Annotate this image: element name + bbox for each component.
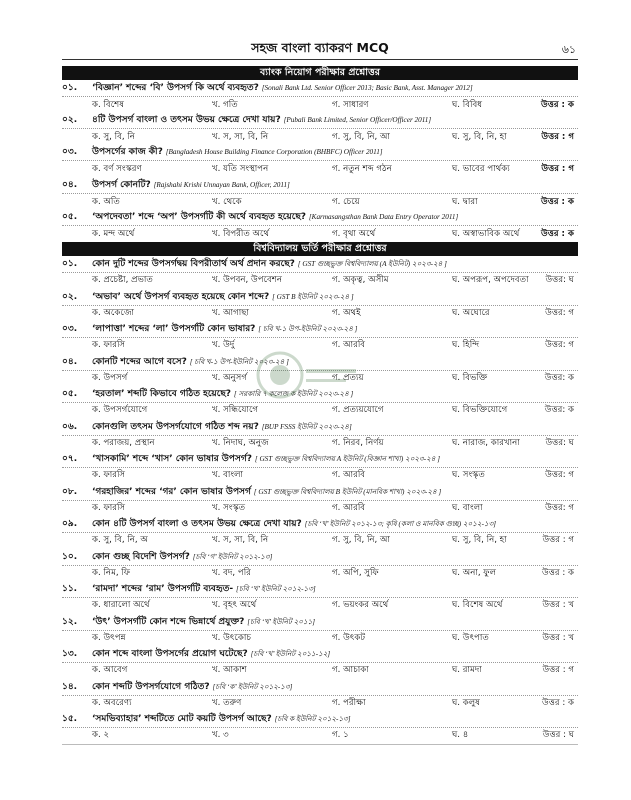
options-line — [62, 728, 578, 743]
question-source: [চবি ‘গ’ ইউনিট ২০১২-১৩] — [192, 552, 273, 561]
option-2: খ. থেকে — [212, 196, 242, 207]
answer-label: উত্তর: গ — [545, 340, 574, 351]
question-number: ১১. — [62, 584, 78, 594]
question-number: ০৩. — [62, 324, 78, 334]
option-3: গ. নতুন শব্দ গঠন — [332, 164, 392, 175]
question-number: ১৩. — [62, 649, 78, 659]
answer-label: উত্তর : ক — [542, 567, 574, 578]
option-2: খ. সংস্কৃত — [212, 502, 246, 513]
question-source: [চবি ‘খ’ ইউনিট ২০১১] — [247, 617, 316, 626]
option-1: ক. আবেগ — [92, 665, 128, 676]
question-number: ০২. — [62, 291, 78, 302]
question-text-wrap — [92, 517, 496, 532]
option-2: খ. উপবন, উপবেশন — [212, 275, 282, 286]
question-text-wrap — [92, 452, 440, 467]
question-text: কোন গুচ্ছ বিদেশি উপসর্গ? — [92, 551, 190, 562]
option-2: খ. আকাশ — [212, 665, 247, 676]
options-line — [62, 533, 578, 548]
question-text: ‘অভাব’ অর্থে উপসর্গ ব্যবহৃত হয়েছে কোন শব্দে? — [92, 291, 270, 302]
answer-label: উত্তর : ক — [541, 196, 574, 207]
question-text: কোন ৪টি উপসর্গ বাংলা ও তৎসম উভয় ক্ষেত্রে দেখা যায়? — [92, 519, 302, 529]
question-text-wrap — [92, 112, 431, 128]
answer-label: উত্তর: গ — [545, 307, 574, 318]
option-3: গ. অকৃত্ব, অসীম — [332, 275, 389, 286]
option-1: ক. নিম, ফি — [92, 567, 131, 578]
question-number: ০৪. — [62, 179, 78, 190]
option-4: ঘ. অস্বাভাবিক অর্থে — [452, 228, 520, 239]
question-item — [62, 550, 578, 582]
question-text: ‘উৎ’ উপসর্গটি কোন শব্দে ভিন্নার্থে প্রযুক্ত? — [92, 616, 245, 627]
answer-label: উত্তর : ঘ — [542, 730, 574, 741]
option-4: ঘ. ভাবের পার্থক্য — [452, 164, 510, 175]
options-line — [62, 129, 578, 145]
option-3: গ. নিরব, নির্ণয় — [332, 437, 384, 448]
question-item — [62, 144, 578, 177]
question-text-wrap — [92, 420, 352, 435]
question-line — [62, 712, 578, 728]
question-text-wrap — [92, 290, 354, 305]
question-text-wrap — [92, 615, 315, 630]
question-item — [62, 290, 578, 322]
question-line — [62, 80, 578, 97]
option-1: ক. পরাজয়, প্রস্থান — [92, 437, 155, 448]
question-number: ১২. — [62, 616, 78, 627]
question-item — [62, 112, 578, 145]
option-3: গ. আরবি — [332, 502, 366, 513]
option-1: ক. বিশেষ — [92, 100, 124, 110]
option-1: ক. অবরেণ্য — [92, 697, 132, 708]
question-item — [62, 420, 578, 452]
option-3: গ. ১ — [332, 730, 349, 741]
option-3: গ. অথই — [332, 307, 361, 318]
question-number: ০১. — [62, 83, 78, 93]
options-line — [62, 194, 578, 210]
option-3: গ. আরবি — [332, 470, 366, 481]
option-2: খ. তরুণ — [212, 697, 242, 708]
question-text: ‘খাসকামি’ শব্দে ‘খাস’ কোন ভাষার উপসর্গ? — [92, 454, 252, 464]
options-line — [62, 161, 578, 177]
option-4: ঘ. ৪ — [452, 730, 469, 741]
option-2: খ. উর্দু — [212, 340, 235, 351]
option-4: ঘ. নারাজ, কারখানা — [452, 437, 520, 448]
question-text: কোনটি শব্দের আগে বসে? — [92, 356, 187, 367]
option-1: ক. সু, বি, নি — [92, 132, 135, 143]
answer-label: উত্তর: ঘ — [545, 437, 574, 448]
question-item — [62, 485, 578, 517]
option-2: খ. বৃহৎ অর্থে — [212, 600, 257, 611]
question-source: [ চবি খ-১ উপ-ইউনিট ২০২৩-২৪ ] — [189, 357, 289, 366]
question-item — [62, 582, 578, 614]
question-text-wrap — [92, 257, 447, 272]
question-source: [চবি ‘খ’ ইউনিট ২০১১-১২] — [250, 650, 331, 658]
option-1: ক. প্রচেষ্টা, প্রভাত — [92, 275, 153, 286]
question-text-wrap — [92, 550, 272, 565]
question-source: [Pubali Bank Limited, Senior Officer/Officer 2011] — [283, 116, 432, 125]
options-line — [62, 631, 578, 646]
question-number: ০৫. — [62, 389, 78, 399]
option-4: ঘ. রামদা — [452, 665, 482, 676]
page-number: ৬১ — [561, 43, 576, 56]
option-2: খ. স, সা, বি, নি — [212, 535, 269, 546]
question-number: ০৬. — [62, 421, 78, 432]
option-4: ঘ. উৎপাত — [452, 632, 489, 643]
option-2: খ. সন্ধিযোগে — [212, 405, 259, 416]
option-1: ক. উৎপন্ন — [92, 632, 126, 643]
question-text: কোন শব্দে বাংলা উপসর্গের প্রয়োগ ঘটেছে? — [92, 649, 248, 659]
options-line — [62, 598, 578, 613]
option-4: ঘ. বিভক্তি — [452, 372, 488, 383]
question-text-wrap — [92, 144, 383, 160]
option-1: ক. বর্ণ সংস্করণ — [92, 164, 142, 175]
option-4: ঘ. কলুষ — [452, 697, 480, 708]
options-line — [62, 226, 578, 242]
question-text-wrap — [92, 712, 351, 727]
option-3: গ. অপি, সুফি — [332, 567, 379, 578]
question-source: [ সরকারি ৭ কলেজ ক ইউনিট ২০২৩-২৪ ] — [233, 390, 354, 398]
answer-label: উত্তর : গ — [542, 535, 574, 546]
options-line — [62, 663, 578, 678]
option-4: ঘ. বাংলা — [452, 502, 483, 513]
question-item — [62, 517, 578, 549]
question-item — [62, 615, 578, 647]
answer-label: উত্তর: গ — [545, 502, 574, 513]
option-2: খ. বিপরীত অর্থে — [212, 228, 270, 239]
options-line — [62, 436, 578, 451]
question-line — [62, 582, 578, 598]
question-text-wrap — [92, 647, 330, 662]
question-text: কোনগুলি তৎসম উপসর্গযোগে গঠিত শব্দ নয়? — [92, 421, 259, 432]
question-text-wrap — [92, 80, 473, 96]
question-text-wrap — [92, 177, 290, 193]
question-source: [ GST B ইউনিট ২০২৩-২৪ ] — [272, 292, 354, 301]
question-line — [62, 452, 578, 468]
option-2: খ. বদ, পরি — [212, 567, 251, 578]
publisher-watermark — [240, 335, 360, 415]
options-line — [62, 468, 578, 483]
options-line — [62, 696, 578, 711]
option-4: ঘ. অঘোরে — [452, 307, 490, 318]
footer-divider — [62, 744, 578, 745]
options-line — [62, 97, 578, 113]
question-line — [62, 209, 578, 226]
question-number: ০৪. — [62, 356, 78, 367]
question-line — [62, 112, 578, 129]
options-line — [62, 501, 578, 516]
question-item — [62, 712, 578, 744]
question-item — [62, 257, 578, 289]
answer-label: উত্তর : খ — [542, 600, 574, 611]
question-text: ‘রামদা’ শব্দের ‘রাম’ উপসর্গটি ব্যবহৃত- — [92, 584, 234, 594]
option-1: ক. ধারালো অর্থে — [92, 600, 150, 611]
option-3: গ. প্রত্যয়যোগে — [332, 405, 384, 416]
question-line — [62, 257, 578, 273]
answer-label: উত্তর : গ — [541, 132, 574, 143]
question-text: ‘অপদেবতা’ শব্দে ‘অপ’ উপসর্গটি কী অর্থে ব্যবহৃত হয়েছে? — [92, 211, 306, 222]
option-4: ঘ. সংস্কৃত — [452, 470, 485, 481]
question-text: কোন শব্দটি উপসর্গযোগে গঠিত? — [92, 681, 210, 692]
option-1: ক. ২ — [92, 730, 110, 741]
question-item — [62, 647, 578, 679]
option-3: গ. বৃথা অর্থে — [332, 228, 376, 239]
question-number: ০১. — [62, 259, 78, 269]
question-line — [62, 680, 578, 696]
option-3: গ. সাধারণ — [332, 100, 369, 110]
option-4: ঘ. সু, বি, নি, হা — [452, 535, 507, 546]
question-line — [62, 647, 578, 663]
question-item — [62, 680, 578, 712]
question-text: উপসর্গ কোনটি? — [92, 179, 151, 190]
option-3: গ. পরীক্ষা — [332, 697, 366, 708]
option-3: গ. আচাকা — [332, 665, 369, 676]
question-text-wrap — [92, 485, 441, 500]
answer-label: উত্তর : ক — [541, 100, 574, 110]
question-text-wrap — [92, 209, 458, 225]
answer-label: উত্তর: ঘ — [545, 275, 574, 286]
answer-label: উত্তর: ক — [544, 405, 574, 416]
question-line — [62, 550, 578, 566]
option-3: গ. চেয়ে — [332, 196, 360, 207]
question-source: [চবি ‘খ’ ইউনিট ২০১২-১৩] — [236, 585, 316, 593]
question-number: ০৩. — [62, 147, 78, 158]
question-number: ০৮. — [62, 486, 78, 497]
question-number: ১০. — [62, 551, 78, 562]
question-text: ‘গরহাজির’ শব্দের ‘গর’ কোন ভাষার উপসর্গ — [92, 486, 251, 497]
option-1: ক. ফারসি — [92, 502, 126, 513]
book-title: সহজ বাংলা ব্যাকরণ MCQ — [251, 40, 389, 55]
header-divider — [62, 59, 578, 60]
question-source: [চবি ‘খ’ ইউনিট ২০১২-১৩; কৃষি (কলা ও মানবিক গুচ্ছ) ২০১২-১৩] — [304, 520, 497, 528]
answer-label: উত্তর : গ — [542, 665, 574, 676]
question-number: ০২. — [62, 115, 78, 126]
question-source: [Karmasangsthan Bank Data Entry Operator 2011] — [308, 212, 459, 221]
option-4: ঘ. বিশেষ অর্থে — [452, 600, 503, 611]
question-item — [62, 452, 578, 484]
question-source: [Rajshahi Krishi Unnayan Bank, Officer, 2011] — [153, 180, 290, 189]
option-4: ঘ. অনা, ফুল — [452, 567, 496, 578]
question-line — [62, 517, 578, 533]
question-source: [ GST গুচ্ছভুক্ত বিশ্ববিদ্যালয় A ইউনিট (বিজ্ঞান শাখা) ২০২৩-২৪ ] — [254, 455, 441, 463]
section1-title: ব্যাংক নিয়োগ পরীক্ষার প্রশ্নোত্তর — [62, 66, 578, 80]
option-3: গ. সু, বি, নি, আ — [332, 535, 391, 546]
question-text-wrap — [92, 680, 292, 695]
question-number: ১৫. — [62, 714, 78, 724]
question-item — [62, 177, 578, 210]
options-line — [62, 306, 578, 321]
option-2: খ. ৩ — [212, 730, 229, 741]
question-number: ০৫. — [62, 211, 78, 222]
question-line — [62, 485, 578, 501]
option-1: ক. সু, বি, নি, অ — [92, 535, 148, 546]
option-3: গ. সু, বি, নি, আ — [332, 132, 391, 143]
option-2: খ. গতি — [212, 100, 238, 110]
answer-label: উত্তর : খ — [542, 632, 574, 643]
option-1: ক. ফারসি — [92, 340, 126, 351]
option-3: গ. উৎকট — [332, 632, 366, 643]
options-line — [62, 273, 578, 288]
question-line — [62, 290, 578, 306]
option-2: খ. অনুসর্গ — [212, 372, 247, 383]
option-1: ক. অকেজো — [92, 307, 135, 318]
option-3: গ. আরবি — [332, 340, 366, 351]
option-4: ঘ. সু, বি, নি, হা — [452, 132, 507, 143]
option-1: ক. ফারসি — [92, 470, 126, 481]
question-number: ০৯. — [62, 519, 78, 529]
question-text: ‘হরতাল’ শব্দটি কিভাবে গঠিত হয়েছে? — [92, 389, 232, 399]
question-item — [62, 209, 578, 242]
answer-label: উত্তর : ক — [541, 228, 574, 239]
question-source: [ GST গুচ্ছভুক্ত বিশ্ববিদ্যালয় B ইউনিট (মানবিক শাখা) ২০২৩-২৪ ] — [253, 487, 442, 496]
question-source: [চবি ‘ক’ ইউনিট ২০১২-১৩] — [212, 682, 293, 691]
answer-label: উত্তর : গ — [541, 164, 574, 175]
question-source: [ চবি খ-১ উপ-ইউনিট ২০২৩-২৪ ] — [258, 325, 358, 333]
option-4: ঘ. দ্বারা — [452, 196, 478, 207]
question-source: [চবি ক ইউনিট ২০১২-১৩] — [274, 715, 351, 723]
section2-title: বিশ্ববিদ্যালয় ভর্তি পরীক্ষার প্রশ্নোত্তর — [62, 242, 578, 256]
question-text: ৪টি উপসর্গ বাংলা ও তৎসম উভয় ক্ষেত্রে দেখা যায়? — [92, 115, 281, 126]
question-number: ০৭. — [62, 454, 78, 464]
question-source: [ GST গুচ্ছভুক্ত বিশ্ববিদ্যালয় (A ইউনিট) ২০২৩-২৪ ] — [297, 260, 447, 268]
answer-label: উত্তর: গ — [545, 470, 574, 481]
question-line — [62, 420, 578, 436]
question-item — [62, 80, 578, 113]
question-text-wrap — [92, 582, 316, 597]
option-2: খ. যতি সংস্থাপন — [212, 164, 269, 175]
question-text: কোন দুটি শব্দের উপসর্গদ্বয় বিপরীতার্থ অর্থ প্রদান করছে? — [92, 259, 295, 269]
option-4: ঘ. অপরূপ, অপদেবতা — [452, 275, 529, 286]
option-2: খ. বাংলা — [212, 470, 243, 481]
option-1: ক. উপসর্গযোগে — [92, 405, 148, 416]
question-line — [62, 177, 578, 194]
question-text: উপসর্গের কাজ কী? — [92, 147, 163, 158]
question-source: [Bangladesh House Building Finance Corporation (BHBFC) Officer 2011] — [165, 148, 383, 157]
option-1: ক. উপসর্গ — [92, 372, 128, 383]
question-source: [BUP FSSS ইউনিট ২০২৩-২৪] — [261, 422, 352, 431]
option-2: খ. আগাছা — [212, 307, 249, 318]
option-2: খ. উৎকোচ — [212, 632, 251, 643]
answer-label: উত্তর : ক — [542, 697, 574, 708]
option-3: গ. প্রত্যয় — [332, 372, 364, 383]
option-3: গ. ভয়ংকর অর্থে — [332, 600, 389, 611]
page-header — [62, 38, 578, 58]
option-2: খ. স, সা, বি, নি — [212, 132, 269, 143]
question-text: ‘বিজ্ঞান’ শব্দের ‘বি’ উপসর্গ কি অর্থে ব্যবহৃত? — [92, 83, 259, 93]
option-2: খ. নিদাঘ, অনুজ — [212, 437, 269, 448]
question-line — [62, 144, 578, 161]
question-text: ‘লাপাত্তা’ শব্দের ‘লা’ উপসর্গটি কোন ভাষার? — [92, 324, 256, 334]
option-1: ক. মন্দ অর্থে — [92, 228, 135, 239]
question-line — [62, 615, 578, 631]
question-source: [Sonali Bank Ltd. Senior Officer 2013; Basic Bank, Asst. Manager 2012] — [261, 84, 473, 92]
question-text: ‘সমভিব্যাহার’ শব্দটিতে মোট কয়টি উপসর্গ আছে? — [92, 714, 272, 724]
option-4: ঘ. বিভক্তিযোগে — [452, 405, 508, 416]
question-number: ১৪. — [62, 681, 78, 692]
option-1: ক. অতি — [92, 196, 120, 207]
option-4: ঘ. হিন্দি — [452, 340, 480, 351]
options-line — [62, 566, 578, 581]
option-4: ঘ. বিবিধ — [452, 100, 483, 110]
answer-label: উত্তর: ক — [544, 372, 574, 383]
